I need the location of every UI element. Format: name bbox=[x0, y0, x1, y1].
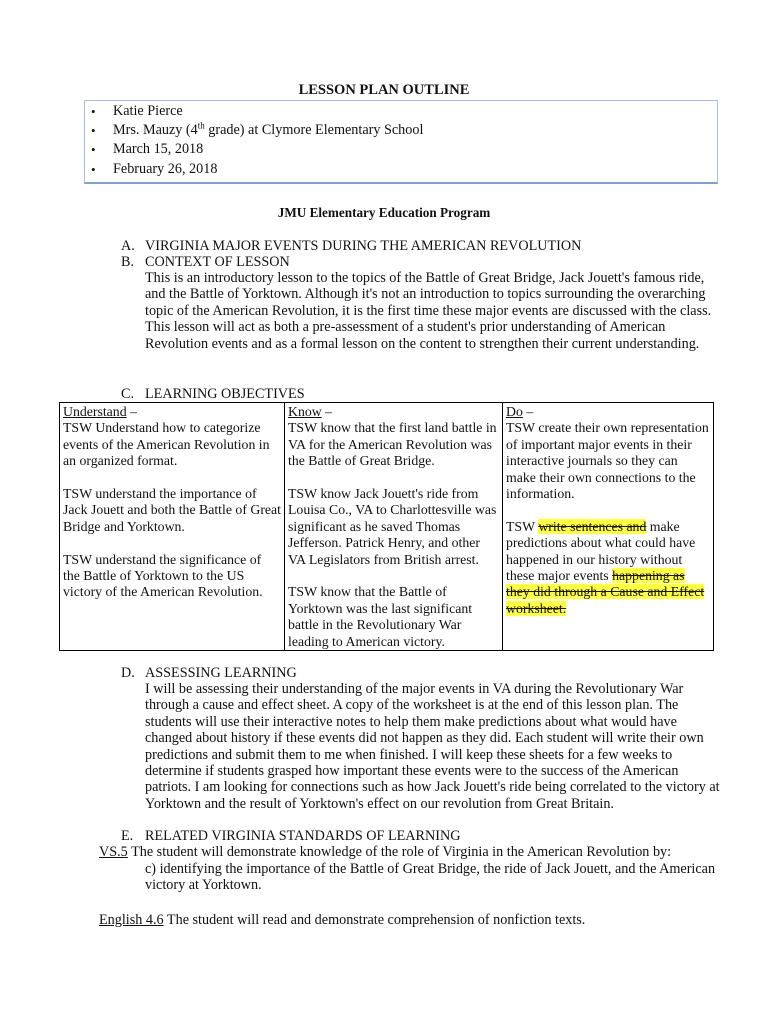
standard-vs5 bbox=[99, 844, 729, 860]
know-item: TSW know Jack Jouett's ride from Louisa Co., VA to Charlottesville was significant as he saved Thomas Jefferson. Patrick Henry, and other VA Legislators from British arrest. bbox=[288, 486, 497, 567]
section-e-letter: E. bbox=[121, 828, 134, 844]
do-item-2 bbox=[506, 519, 710, 617]
info-date-1: • March 15, 2018 bbox=[91, 140, 423, 159]
section-c-letter: C. bbox=[121, 386, 135, 402]
understand-dash: – bbox=[126, 404, 137, 419]
section-d-letter: D. bbox=[121, 665, 135, 681]
do-item-2-start: TSW bbox=[506, 518, 539, 534]
do-item-2-struck-2: happening as they did through a Cause and Effect worksheet. bbox=[506, 568, 705, 616]
section-e-title: RELATED VIRGINIA STANDARDS OF LEARNING bbox=[145, 828, 461, 844]
section-a-heading bbox=[121, 238, 581, 254]
info-list bbox=[91, 102, 423, 179]
standard-english-code: English 4.6 bbox=[99, 912, 164, 928]
standard-english bbox=[99, 912, 729, 928]
info-teacher-sup: th bbox=[197, 120, 205, 131]
understand-cell bbox=[60, 403, 285, 651]
section-b-letter: B. bbox=[121, 254, 135, 270]
do-item-2-struck-1: write sentences and bbox=[538, 518, 647, 534]
know-header bbox=[288, 404, 499, 420]
do-cell bbox=[503, 403, 714, 651]
section-a-title: VIRGINIA MAJOR EVENTS DURING THE AMERICAN REVOLUTION bbox=[145, 238, 582, 254]
section-c-title: LEARNING OBJECTIVES bbox=[145, 386, 305, 402]
section-c-heading bbox=[121, 386, 305, 402]
info-teacher-prefix: Mrs. Mauzy (4 bbox=[113, 122, 198, 139]
section-d-body: I will be assessing their understanding of the major events in VA during the Revolutionary War through a cause and effect sheet. A copy of the worksheet is at the end of this lesson plan. The students will use their interactive notes to help them make predictions about what would have changed about history if these events did not happen as they did. Each student will write their own predictions and submit them to me when finished. I will keep these sheets for a few weeks to determine if students grasped how important these events were to the success of the American patriots. I am looking for connections such as how Jack Jouett's ride being correlated to the victory at Yorktown and the result of Yorktown's effect on our revolution from Great Britain. bbox=[145, 681, 720, 812]
section-d-heading bbox=[121, 665, 297, 681]
section-b-body: This is an introductory lesson to the topics of the Battle of Great Bridge, Jack Jouett's famous ride, and the Battle of Yorktown. Although it's not an introduction to topics surrounding the overarching topic of the American Revolution, it is the first time these major events are discussed with the class. This lesson will act as both a pre-assessment of a student's prior understanding of American Revolution events and as a formal lesson on the content to strengthen their current understanding. bbox=[145, 270, 712, 352]
section-d-title: ASSESSING LEARNING bbox=[145, 665, 297, 681]
standard-english-text: The student will read and demonstrate comprehension of nonfiction texts. bbox=[163, 912, 586, 928]
info-teacher-suffix: grade) at Clymore Elementary School bbox=[204, 122, 424, 139]
program-heading: JMU Elementary Education Program bbox=[277, 205, 491, 220]
page-title: LESSON PLAN OUTLINE bbox=[298, 82, 470, 98]
know-item: TSW know that the first land battle in VA for the American Revolution was the Battle of Great Bridge. bbox=[288, 420, 497, 469]
understand-header bbox=[63, 404, 281, 420]
info-name: • Katie Pierce bbox=[91, 102, 423, 121]
know-cell bbox=[285, 403, 503, 651]
understand-head: Understand bbox=[63, 404, 127, 419]
do-header bbox=[506, 404, 710, 420]
understand-item: TSW understand the significance of the Battle of Yorktown to the US victory of the American Revolution. bbox=[63, 551, 263, 600]
section-e-heading bbox=[121, 828, 460, 844]
section-b-heading bbox=[121, 254, 290, 270]
understand-item: TSW Understand how to categorize events of the American Revolution in an organized format. bbox=[63, 420, 270, 469]
standard-vs5-c: c) identifying the importance of the Battle of Great Bridge, the ride of Jack Jouett, and the American victory at Yorktown. bbox=[145, 861, 716, 894]
info-box bbox=[84, 100, 718, 184]
standard-vs5-code: VS.5 bbox=[99, 844, 128, 860]
know-item: TSW know that the Battle of Yorktown was the last significant battle in the Revolutionary War leading to American victory. bbox=[288, 584, 473, 649]
section-a-letter: A. bbox=[121, 238, 135, 254]
do-head: Do bbox=[506, 404, 523, 419]
info-date-2: • February 26, 2018 bbox=[91, 160, 423, 179]
objectives-table bbox=[59, 402, 714, 651]
know-dash: – bbox=[321, 404, 333, 419]
section-b-title: CONTEXT OF LESSON bbox=[145, 254, 290, 270]
do-item-1: TSW create their own representation of important major events in their interactive journals so they can make their own connections to the information. bbox=[506, 420, 709, 502]
understand-item: TSW understand the importance of Jack Jouett and both the Battle of Great Bridge and Yorktown. bbox=[63, 486, 282, 534]
standard-vs5-text: The student will demonstrate knowledge of the role of Virginia in the American Revolution by: bbox=[127, 844, 672, 860]
know-head: Know bbox=[288, 404, 322, 419]
do-item-2-mid: make predictions about what could have happened in our history without these major events bbox=[506, 518, 696, 584]
info-teacher bbox=[91, 121, 423, 140]
objectives-row bbox=[60, 403, 714, 651]
do-dash: – bbox=[522, 404, 534, 419]
